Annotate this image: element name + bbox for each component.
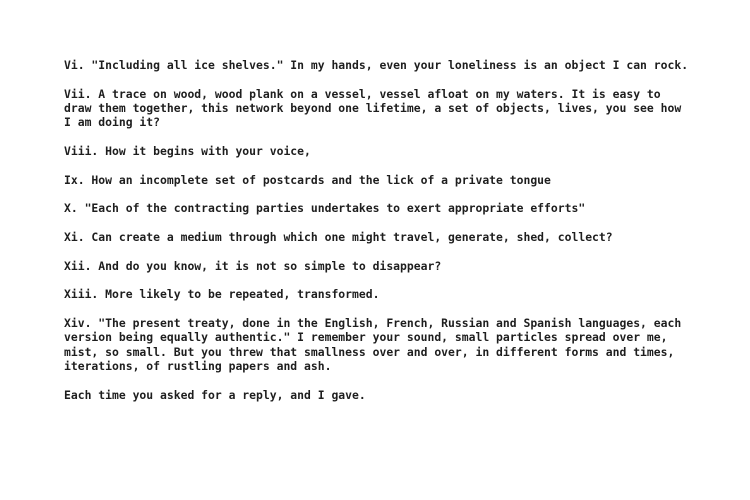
paragraph-vii: Vii. A trace on wood, wood plank on a vessel, vessel afloat on my waters. It is easy to draw them together, this network beyond one lifetime, a set of objects, lives, you see how I am doing it? <box>64 86 682 130</box>
paragraph-x: X. "Each of the contracting parties undertakes to exert appropriate efforts" <box>64 201 586 216</box>
paragraph-xiii: Xiii. More likely to be repeated, transformed. <box>64 287 380 302</box>
paragraph-ix: Ix. How an incomplete set of postcards and the lick of a private tongue <box>64 172 551 187</box>
paragraph-xii: Xii. And do you know, it is not so simple to disappear? <box>64 258 442 273</box>
paragraph-viii: Viii. How it begins with your voice, <box>64 143 311 158</box>
paragraph-xi: Xi. Can create a medium through which one might travel, generate, shed, collect? <box>64 230 613 245</box>
paragraph-vi: Vi. "Including all ice shelves." In my hands, even your loneliness is an object I can rock. <box>64 58 689 72</box>
paragraph-closing: Each time you asked for a reply, and I gave. <box>64 387 366 402</box>
document-body <box>64 58 694 416</box>
paragraph-xiv: Xiv. "The present treaty, done in the English, French, Russian and Spanish languages, each version being equally authentic." I remember your sound, small particles spread over me, mist, so small. But you threw that smallness over and over, in different forms and times, iterations, of rustling papers and ash. <box>64 316 682 373</box>
